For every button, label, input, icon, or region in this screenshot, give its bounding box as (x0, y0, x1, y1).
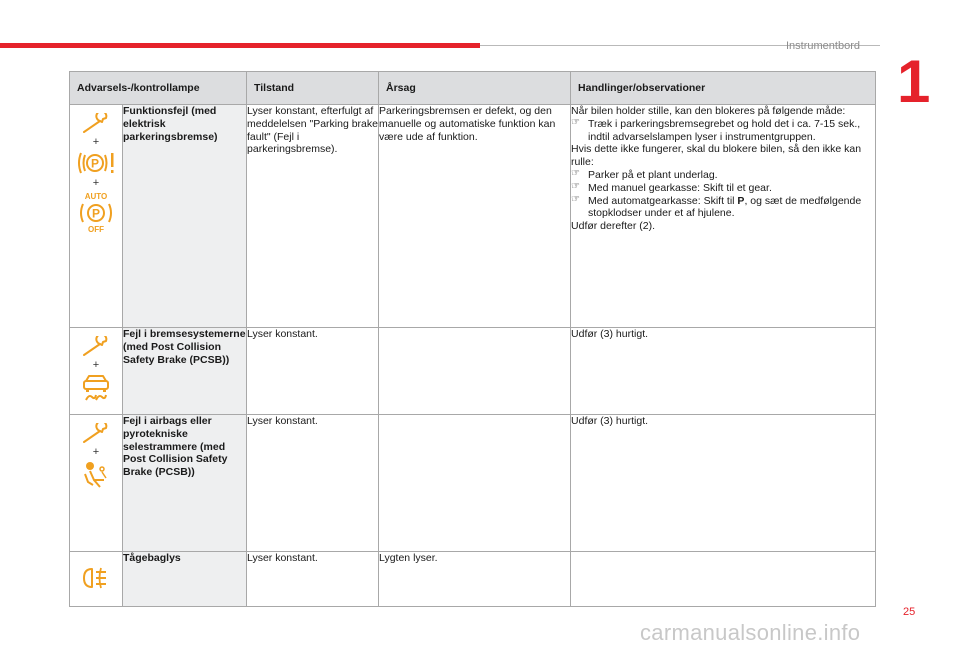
plus-sign: + (92, 446, 100, 458)
airbag-icon (80, 460, 112, 490)
table-row (70, 552, 876, 607)
state-text: Lyser konstant. (247, 328, 379, 415)
action-bullet: ☞ Parker på et plant underlag. (571, 169, 875, 182)
cause-text (379, 328, 571, 415)
plus-sign: + (92, 136, 100, 148)
function-name: Tågebaglys (123, 552, 247, 607)
function-name: Fejl i bremsesystemerne (med Post Collision Safety Brake (PCSB)) (123, 328, 247, 415)
wrench-icon (81, 423, 111, 445)
auto-parking-off-icon (78, 191, 114, 235)
skid-car-icon (80, 373, 112, 403)
icon-cell (70, 105, 123, 328)
icon-cell (70, 328, 123, 415)
table-row (70, 415, 876, 552)
actions-outro: Udfør derefter (2). (571, 220, 656, 233)
function-name: Fejl i airbags eller pyrotekniske selestrammere (med Post Collision Safety Brake (PCSB)) (123, 415, 247, 552)
column-header-actions: Handlinger/observationer (571, 72, 876, 105)
actions-text: Udfør (3) hurtigt. (571, 328, 876, 415)
column-header-lamp: Advarsels-/kontrollampe (70, 72, 247, 105)
action-bullet: ☞ Med automatgearkasse: Skift til P, og sæt de medfølgende stopklodser under et af hjulene. (571, 195, 875, 221)
section-title: Instrumentbord (786, 40, 860, 52)
actions-intro: Når bilen holder stille, kan den blokeres på følgende måde: (571, 105, 846, 117)
wrench-icon (81, 113, 111, 135)
svg-text:AUTO: AUTO (84, 192, 108, 201)
svg-text:P: P (91, 206, 101, 221)
action-bullet: ☞ Med manuel gearkasse: Skift til et gear. (571, 182, 875, 195)
plus-sign: + (92, 359, 100, 371)
rear-fog-light-icon (81, 566, 111, 590)
actions-text (571, 552, 876, 607)
chapter-number: 1 (897, 48, 931, 115)
warning-lamp-table (69, 71, 876, 607)
wrench-icon (81, 336, 111, 358)
icon-cell (70, 552, 123, 607)
cause-text: Lygten lyser. (379, 552, 571, 607)
svg-text:P: P (90, 156, 100, 171)
page-number: 25 (903, 606, 916, 618)
table-header-row (70, 72, 876, 105)
actions-text (571, 105, 876, 328)
cause-text (379, 415, 571, 552)
actions-text: Udfør (3) hurtigt. (571, 415, 876, 552)
table-row (70, 105, 876, 328)
action-bullet: ☞ Træk i parkeringsbremsegrebet og hold det i ca. 7-15 sek., indtil advarselslampen lyser i instrumentgruppen. (571, 118, 875, 144)
plus-sign: + (92, 177, 100, 189)
state-text: Lyser konstant. (247, 415, 379, 552)
watermark: carmanualsonline.info (640, 620, 861, 645)
column-header-state: Tilstand (247, 72, 379, 105)
state-text: Lyser konstant, efterfulgt af meddelelsen "Parking brake fault" (Fejl i parkeringsbremse). (247, 105, 379, 328)
function-name: Funktionsfejl (med elektrisk parkeringsbremse) (123, 105, 247, 328)
header-red-bar (0, 43, 480, 48)
table-row (70, 328, 876, 415)
column-header-cause: Årsag (379, 72, 571, 105)
parking-brake-warning-icon (76, 150, 116, 176)
svg-text:OFF: OFF (88, 225, 104, 234)
cause-text: Parkeringsbremsen er defekt, og den manuelle og automatiske funktion kan være ude af funktion. (379, 105, 571, 328)
icon-cell (70, 415, 123, 552)
actions-mid: Hvis dette ikke fungerer, skal du blokere bilen, så den ikke kan rulle: (571, 143, 862, 169)
state-text: Lyser konstant. (247, 552, 379, 607)
